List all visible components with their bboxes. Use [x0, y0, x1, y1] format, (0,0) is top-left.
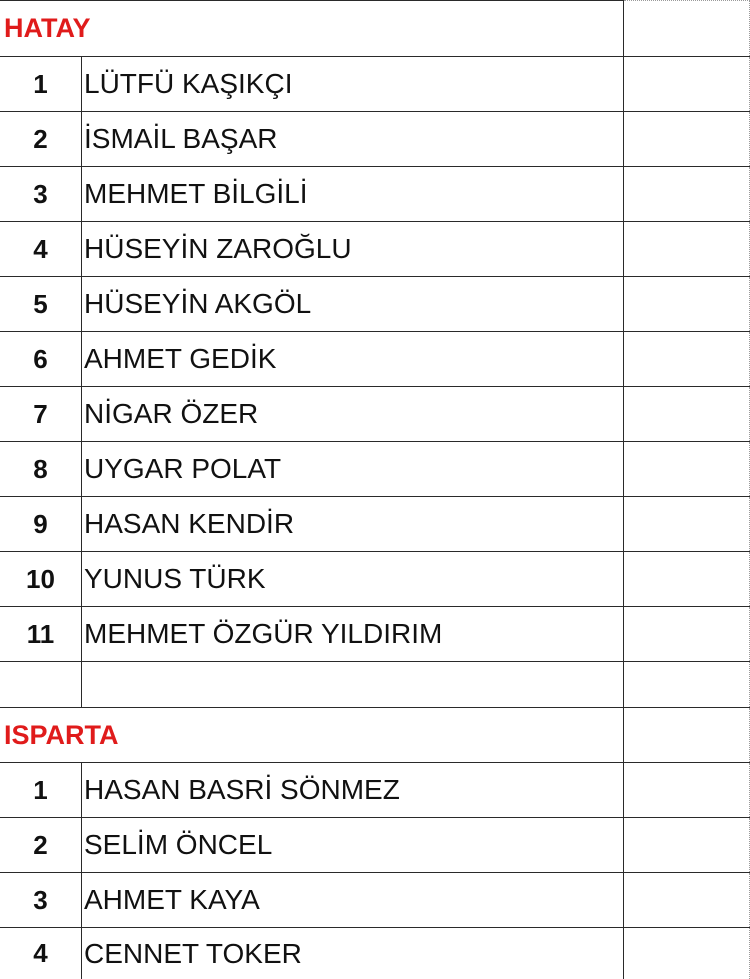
empty-number-cell[interactable]: [0, 662, 82, 707]
extra-cell[interactable]: [624, 112, 750, 166]
candidate-name: AHMET GEDİK: [82, 332, 624, 386]
extra-cell[interactable]: [624, 763, 750, 817]
extra-cell[interactable]: [624, 928, 750, 979]
row-number: 4: [0, 222, 82, 276]
extra-cell[interactable]: [624, 387, 750, 441]
row-number: 10: [0, 552, 82, 606]
row-number: 2: [0, 818, 82, 872]
row-number: 3: [0, 873, 82, 927]
section-title: ISPARTA: [0, 708, 624, 762]
candidate-name: İSMAİL BAŞAR: [82, 112, 624, 166]
table-row[interactable]: [0, 607, 750, 662]
extra-cell[interactable]: [624, 167, 750, 221]
section-heading-row[interactable]: [0, 708, 750, 763]
extra-cell[interactable]: [624, 607, 750, 661]
extra-cell[interactable]: [624, 552, 750, 606]
candidate-name: HÜSEYİN ZAROĞLU: [82, 222, 624, 276]
table-row[interactable]: [0, 222, 750, 277]
candidate-name: HASAN BASRİ SÖNMEZ: [82, 763, 624, 817]
table-row[interactable]: [0, 873, 750, 928]
row-number: 3: [0, 167, 82, 221]
section-heading-row[interactable]: [0, 1, 750, 57]
table-row[interactable]: [0, 763, 750, 818]
section-title: HATAY: [0, 1, 624, 56]
extra-cell[interactable]: [624, 873, 750, 927]
table-row[interactable]: [0, 497, 750, 552]
table-row[interactable]: [0, 332, 750, 387]
extra-cell[interactable]: [624, 332, 750, 386]
candidate-name: AHMET KAYA: [82, 873, 624, 927]
extra-cell[interactable]: [624, 442, 750, 496]
candidate-name: HÜSEYİN AKGÖL: [82, 277, 624, 331]
candidate-name: CENNET TOKER: [82, 928, 624, 979]
row-number: 4: [0, 928, 82, 979]
row-number: 9: [0, 497, 82, 551]
row-number: 2: [0, 112, 82, 166]
table-row[interactable]: [0, 112, 750, 167]
empty-name-cell[interactable]: [82, 662, 624, 707]
extra-cell[interactable]: [624, 662, 750, 707]
extra-cell[interactable]: [624, 57, 750, 111]
candidate-name: UYGAR POLAT: [82, 442, 624, 496]
extra-cell[interactable]: [624, 277, 750, 331]
row-number: 1: [0, 763, 82, 817]
candidate-name: HASAN KENDİR: [82, 497, 624, 551]
table-row[interactable]: [0, 167, 750, 222]
extra-cell[interactable]: [624, 818, 750, 872]
row-number: 8: [0, 442, 82, 496]
extra-cell[interactable]: [624, 222, 750, 276]
extra-cell[interactable]: [624, 497, 750, 551]
blank-row[interactable]: [0, 662, 750, 708]
table-row[interactable]: [0, 57, 750, 112]
table-row[interactable]: [0, 442, 750, 497]
candidate-name: NİGAR ÖZER: [82, 387, 624, 441]
row-number: 7: [0, 387, 82, 441]
table-row[interactable]: [0, 818, 750, 873]
table-row[interactable]: [0, 928, 750, 979]
row-number: 6: [0, 332, 82, 386]
row-number: 11: [0, 607, 82, 661]
row-number: 5: [0, 277, 82, 331]
table-row[interactable]: [0, 277, 750, 332]
candidate-name: YUNUS TÜRK: [82, 552, 624, 606]
extra-cell[interactable]: [624, 1, 750, 56]
table-row[interactable]: [0, 387, 750, 442]
row-number: 1: [0, 57, 82, 111]
candidate-name: MEHMET BİLGİLİ: [82, 167, 624, 221]
table-row[interactable]: [0, 552, 750, 607]
candidate-name: MEHMET ÖZGÜR YILDIRIM: [82, 607, 624, 661]
candidate-name: LÜTFÜ KAŞIKÇI: [82, 57, 624, 111]
candidate-name: SELİM ÖNCEL: [82, 818, 624, 872]
extra-cell[interactable]: [624, 708, 750, 762]
